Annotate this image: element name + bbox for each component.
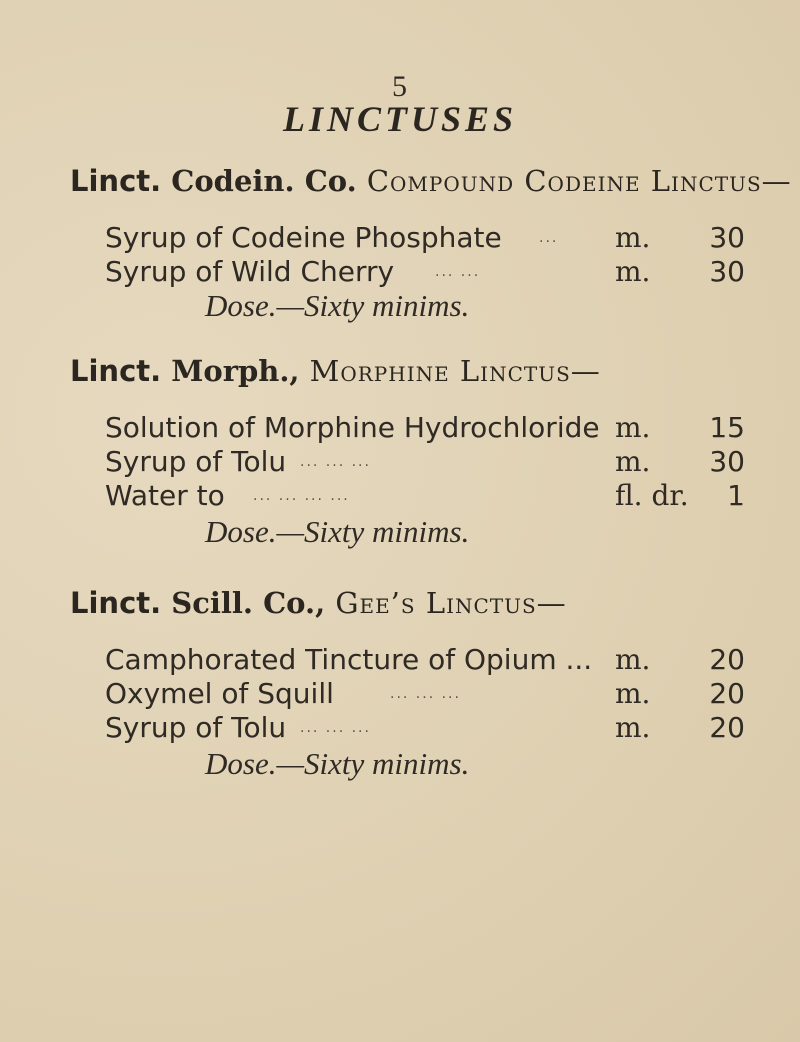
leader-dots: ... ... ... <box>390 686 461 702</box>
ingredient-qty: 30 <box>709 445 745 478</box>
ingredient-row <box>105 480 745 512</box>
heading-abbr: Scill. Co., <box>171 586 326 620</box>
ingredient-row <box>105 222 745 254</box>
ingredient-name: Syrup of Tolu <box>105 445 287 478</box>
ingredient-unit: fl. dr. <box>615 479 689 512</box>
ingredient-name: Syrup of Wild Cherry <box>105 255 395 288</box>
ingredient-qty: 20 <box>709 711 745 744</box>
heading-abbr: Morph., <box>171 354 300 388</box>
ingredient-row <box>105 678 745 710</box>
ingredient-row <box>105 446 745 478</box>
heading-name: Gee’s Linctus— <box>335 586 567 620</box>
page-title: LINCTUSES <box>282 99 518 139</box>
heading-prefix: Linct. <box>70 164 162 198</box>
dose-text: Dose.—Sixty minims. <box>205 746 470 781</box>
heading-name: Compound Codeine Linctus— <box>366 164 792 198</box>
ingredient-row <box>105 712 745 744</box>
ingredient-qty: 1 <box>727 479 745 512</box>
dose-text: Dose.—Sixty minims. <box>205 288 470 323</box>
ingredient-name: Camphorated Tincture of Opium ... <box>105 643 593 676</box>
dose-text: Dose.—Sixty minims. <box>205 514 470 549</box>
ingredient-name: Water to <box>105 479 225 512</box>
ingredient-qty: 20 <box>709 677 745 710</box>
ingredient-unit: m. <box>615 411 651 444</box>
section-heading <box>70 586 567 620</box>
ingredient-unit: m. <box>615 221 651 254</box>
ingredient-qty: 20 <box>709 643 745 676</box>
ingredient-name: Solution of Morphine Hydrochloride <box>105 411 600 444</box>
leader-dots: ... ... ... ... <box>253 488 350 504</box>
ingredient-name: Syrup of Tolu <box>105 711 287 744</box>
leader-dots: ... ... ... <box>300 454 371 470</box>
leader-dots: ... ... <box>435 264 481 280</box>
ingredient-qty: 15 <box>709 411 745 444</box>
ingredient-unit: m. <box>615 643 651 676</box>
heading-prefix: Linct. <box>70 354 162 388</box>
ingredient-unit: m. <box>615 445 651 478</box>
page-number: 5 <box>392 70 407 103</box>
heading-prefix: Linct. <box>70 586 162 620</box>
ingredient-qty: 30 <box>709 255 745 288</box>
ingredient-qty: 30 <box>709 221 745 254</box>
ingredient-unit: m. <box>615 711 651 744</box>
heading-name: Morphine Linctus— <box>309 354 601 388</box>
section-heading <box>70 354 601 388</box>
ingredient-row <box>105 644 745 676</box>
leader-dots: ... ... ... <box>300 720 371 736</box>
ingredient-name: Oxymel of Squill <box>105 677 334 710</box>
section-heading <box>70 164 792 198</box>
ingredient-unit: m. <box>615 677 651 710</box>
heading-abbr: Codein. Co. <box>171 164 357 198</box>
ingredient-row <box>105 412 745 444</box>
ingredient-unit: m. <box>615 255 651 288</box>
ingredient-name: Syrup of Codeine Phosphate <box>105 221 502 254</box>
ingredient-row <box>105 256 745 288</box>
leader-dots: ... <box>539 230 559 246</box>
